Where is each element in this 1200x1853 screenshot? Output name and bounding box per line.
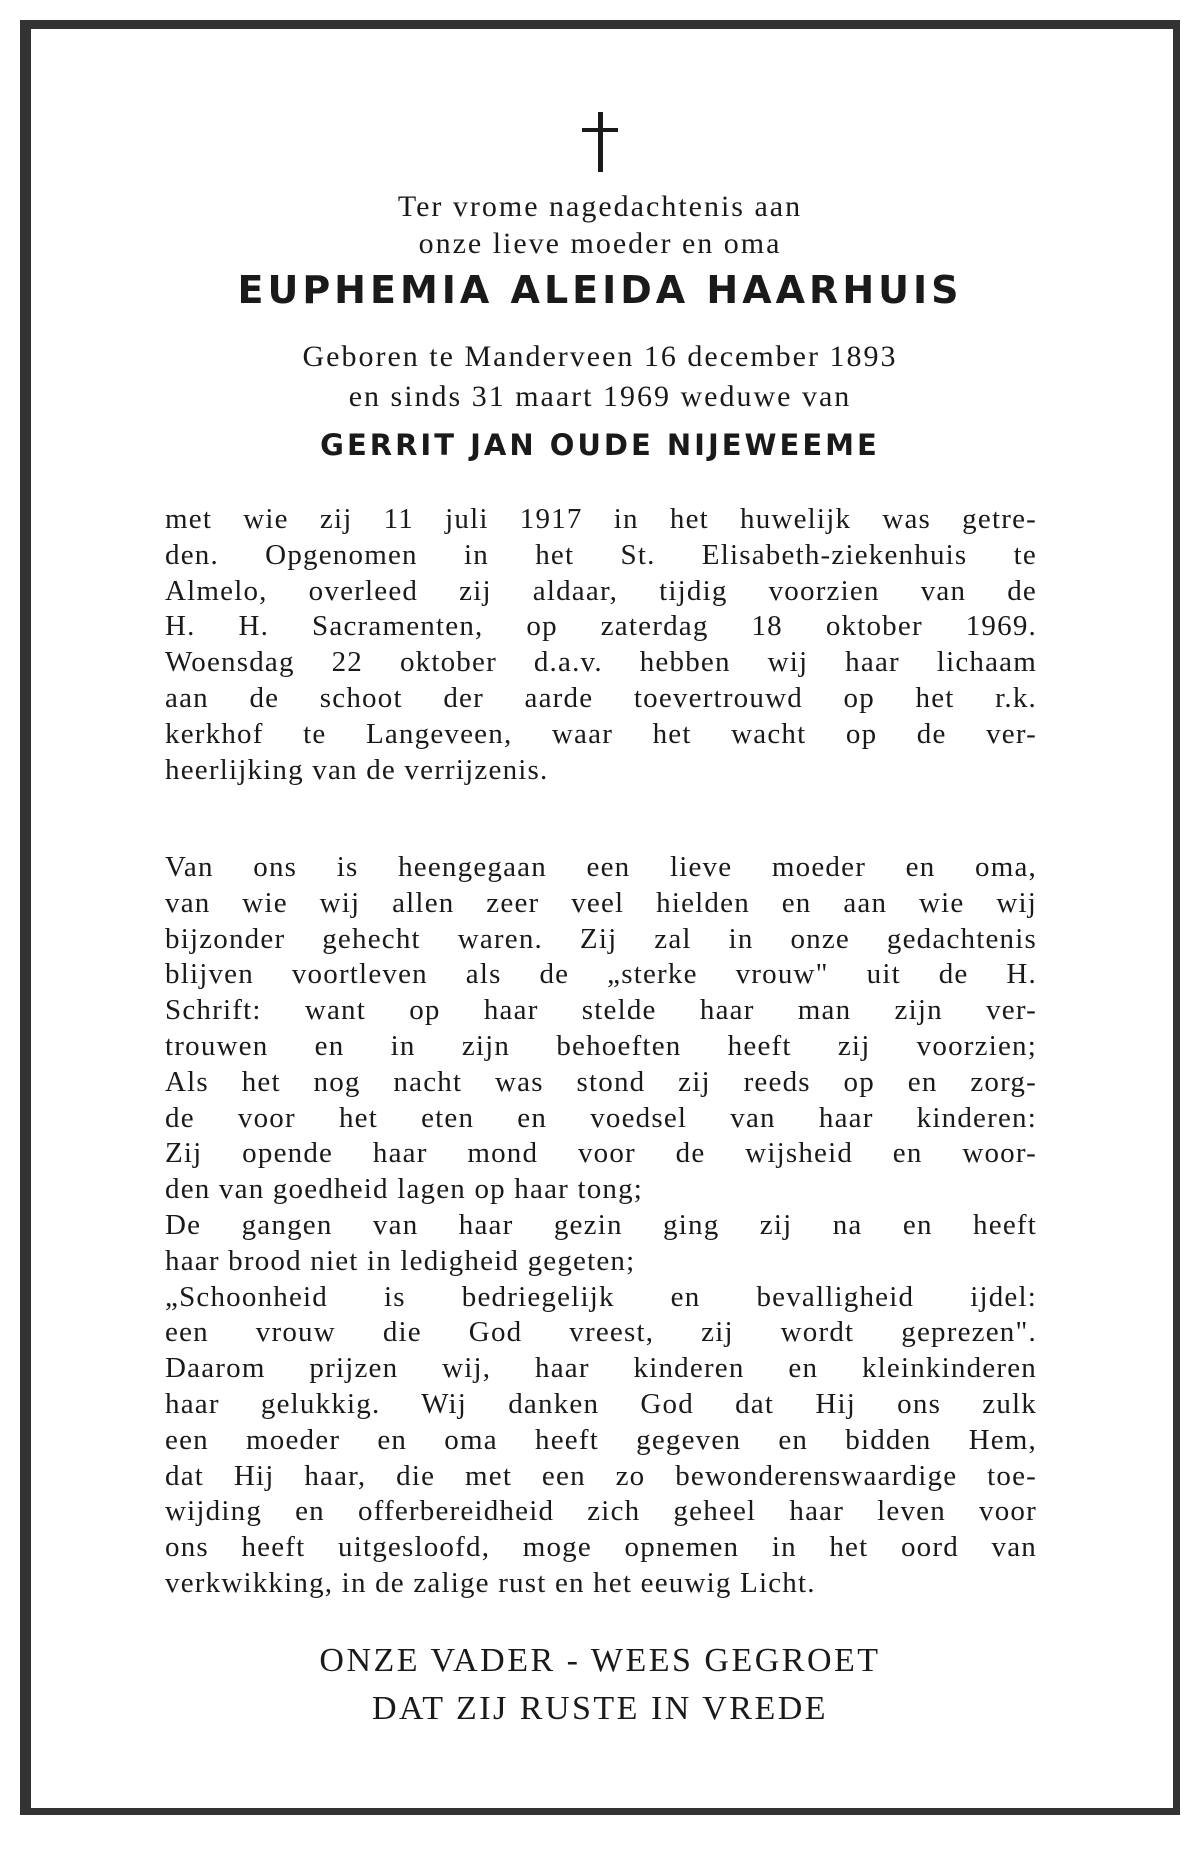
text-line: den van goedheid lagen op haar tong;	[165, 1173, 644, 1206]
paragraph-tribute	[165, 850, 1037, 1602]
text-line: met wie zij 11 juli 1917 in het huwelijk was getre-	[165, 503, 1037, 535]
closing-rest-in-peace: DAT ZIJ RUSTE IN VREDE	[371, 1690, 829, 1727]
text-line: Schrift: want op haar stelde haar man zijn ver-	[165, 994, 1037, 1027]
intro-line-1: Ter vrome nagedachtenis aan	[397, 190, 803, 223]
text-line: een vrouw die God vreest, zij wordt geprezen".	[165, 1316, 1037, 1349]
text-line: Van ons is heengegaan een lieve moeder en oma,	[165, 851, 1037, 883]
text-line: dat Hij haar, die met een zo bewonderenswaardige toe-	[165, 1459, 1037, 1492]
text-line: kerkhof te Langeveen, waar het wacht op de ver-	[165, 717, 1037, 750]
text-line: blijven voortleven als de „sterke vrouw" uit de H.	[165, 958, 1037, 991]
text-line: H. H. Sacramenten, op zaterdag 18 oktober 1969.	[165, 610, 1037, 643]
text-line: trouwen en in zijn behoeften heeft zij voorzien;	[165, 1029, 1037, 1062]
intro-line-2: onze lieve moeder en oma	[418, 227, 782, 260]
text-line: van wie wij allen zeer veel hielden en aan wie wij	[165, 886, 1037, 919]
text-line: ons heeft uitgesloofd, moge opnemen in het oord van	[165, 1531, 1037, 1564]
closing-prayer: ONZE VADER - WEES GEGROET	[319, 1642, 881, 1679]
spouse-name: GERRIT JAN OUDE NIJEWEEME	[320, 428, 880, 462]
text-line: haar gelukkig. Wij danken God dat Hij ons zulk	[165, 1387, 1037, 1420]
text-line: „Schoonheid is bedriegelijk en bevalligheid ijdel:	[165, 1280, 1037, 1313]
text-line: De gangen van haar gezin ging zij na en heeft	[165, 1208, 1037, 1241]
text-line: een moeder en oma heeft gegeven en bidden Hem,	[165, 1423, 1037, 1456]
text-line: Daarom prijzen wij, haar kinderen en kleinkinderen	[165, 1352, 1037, 1385]
text-line: Zij opende haar mond voor de wijsheid en woor-	[165, 1137, 1037, 1170]
text-line: Als het nog nacht was stond zij reeds op en zorg-	[165, 1065, 1037, 1098]
birth-line-1: Geboren te Manderveen 16 december 1893	[302, 340, 898, 373]
cross-icon	[582, 112, 618, 172]
deceased-name: EUPHEMIA ALEIDA HAARHUIS	[237, 268, 963, 312]
text-line: wijding en offerbereidheid zich geheel haar leven voor	[165, 1495, 1037, 1528]
text-line: den. Opgenomen in het St. Elisabeth-ziekenhuis te	[165, 538, 1037, 571]
text-line: haar brood niet in ledigheid gegeten;	[165, 1244, 636, 1277]
text-line: verkwikking, in de zalige rust en het eeuwig Licht.	[165, 1566, 816, 1599]
text-line: heerlijking van de verrijzenis.	[165, 753, 549, 786]
paragraph-marriage-death	[165, 502, 1037, 788]
text-line: de voor het eten en voedsel van haar kinderen:	[165, 1101, 1037, 1134]
text-line: bijzonder gehecht waren. Zij zal in onze gedachtenis	[165, 922, 1037, 955]
text-line: Woensdag 22 oktober d.a.v. hebben wij haar lichaam	[165, 646, 1037, 679]
text-line: Almelo, overleed zij aldaar, tijdig voorzien van de	[165, 574, 1037, 607]
birth-line-2: en sinds 31 maart 1969 weduwe van	[348, 380, 852, 413]
text-line: aan de schoot der aarde toevertrouwd op het r.k.	[165, 681, 1037, 714]
